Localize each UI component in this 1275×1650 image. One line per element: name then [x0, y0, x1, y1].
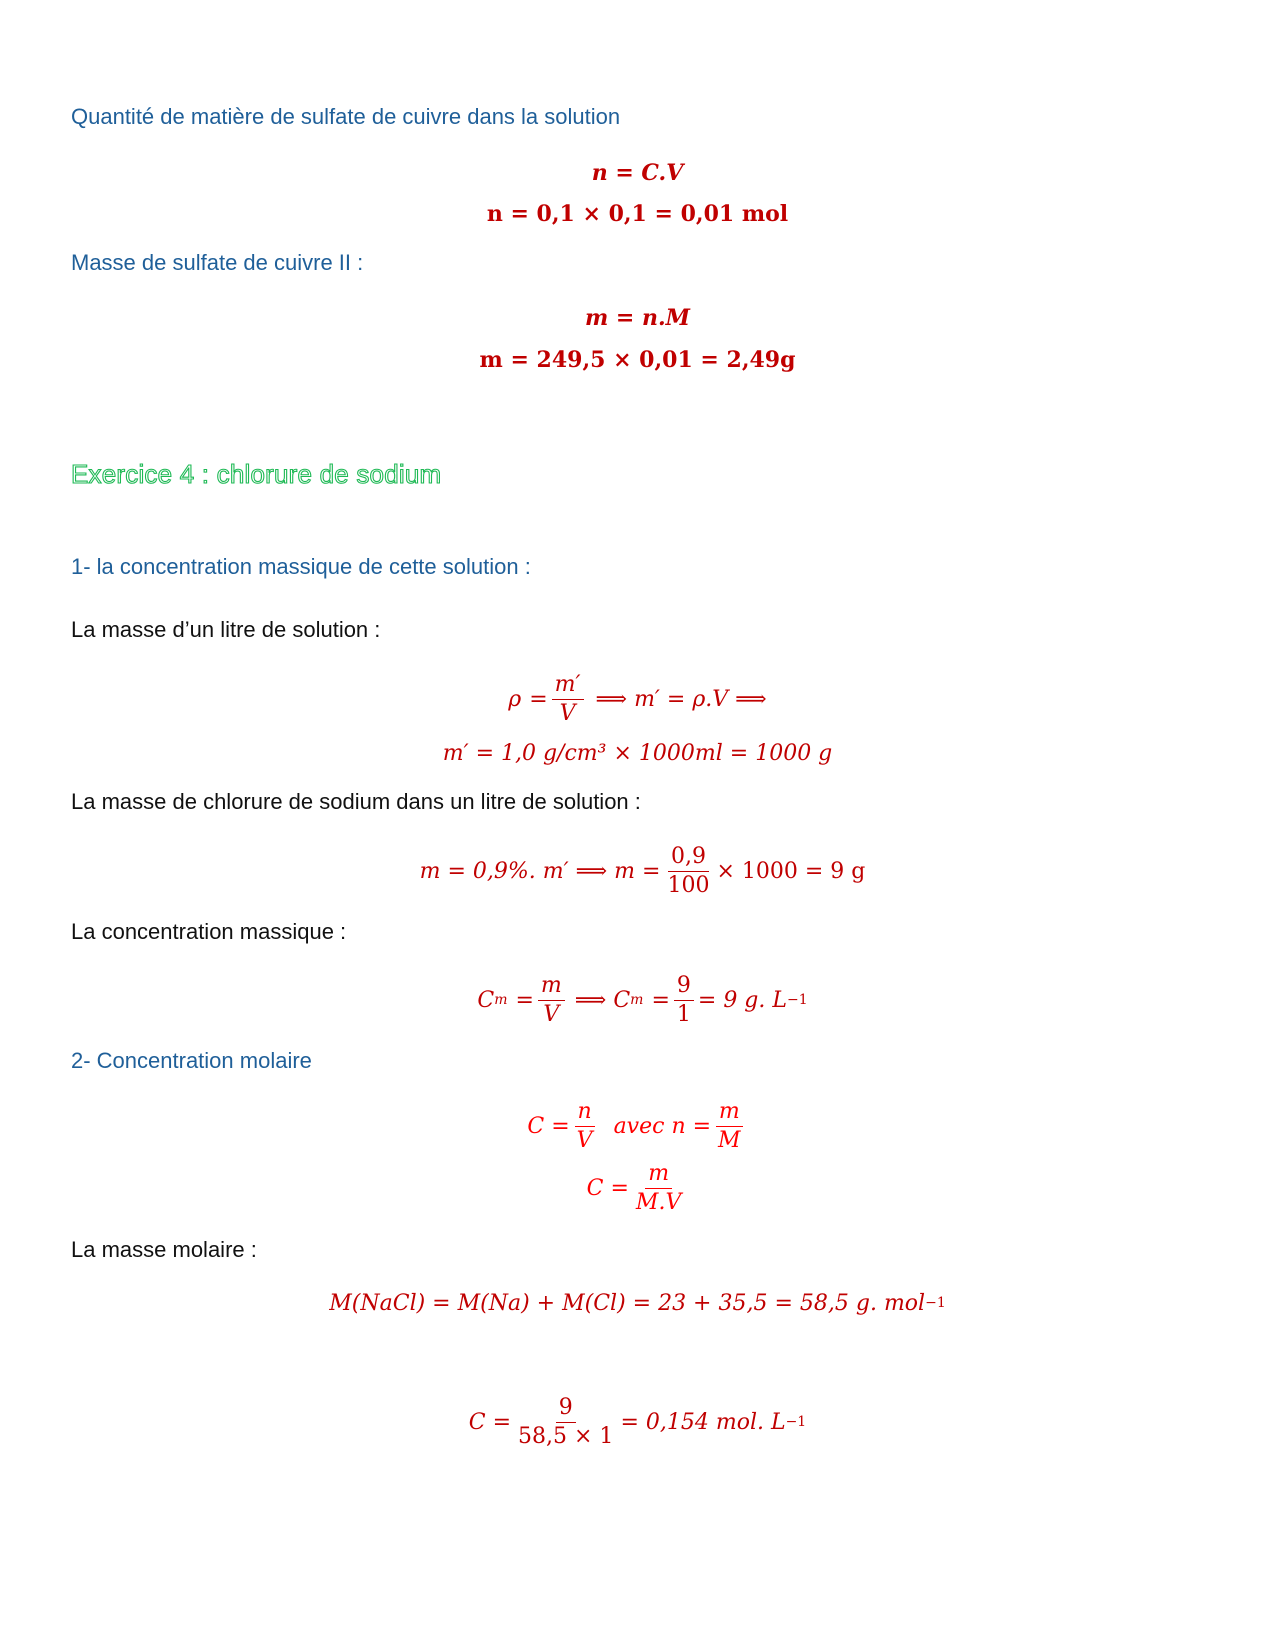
copper-quantity-label: Quantité de matière de sulfate de cuivre dans la solution — [71, 104, 621, 129]
equation-text: = — [651, 987, 670, 1013]
equation-text: M(NaCl) = M(Na) + M(Cl) = 23 + 35,5 = 58,5 g. mol — [329, 1290, 926, 1316]
equation-text: ρ — [508, 686, 522, 712]
equation-text: = — [515, 987, 534, 1013]
fraction-denominator: M.V — [635, 1189, 682, 1215]
equation-text: = — [529, 686, 548, 712]
copper-mass-label: Masse de sulfate de cuivre II : — [71, 250, 364, 275]
question-2-label: 2- Concentration molaire — [71, 1048, 312, 1073]
fraction-numerator: m — [538, 973, 565, 1000]
molar-mass-label: La masse molaire : — [71, 1237, 257, 1262]
fraction-numerator: 9 — [556, 1395, 576, 1422]
fraction-denominator: 100 — [667, 872, 710, 898]
equation-molar-mass: M(NaCl) = M(Na) + M(Cl) = 23 + 35,5 = 58,5 g. mol −1 — [329, 1290, 946, 1316]
fraction-numerator: m — [716, 1099, 743, 1126]
fraction-denominator: M — [718, 1127, 741, 1153]
equation-molar-concentration-result: C = $\frac{9}{58,5 \times 1}$ = 0,154 mol. L −1 — [468, 1395, 807, 1449]
fraction-numerator: 0,9 — [668, 844, 709, 871]
fraction-numerator: n — [575, 1099, 595, 1126]
equation-n-formula — [0, 158, 1275, 188]
mass-concentration-label: La concentration massique : — [71, 919, 347, 944]
exercise-4-heading: Exercice 4 : chlorure de sodium — [71, 459, 442, 489]
equation-text: m = 0,9%. m′ ⟹ m = — [419, 858, 661, 884]
equation-m-formula — [0, 303, 1275, 333]
fraction-numerator: 9 — [674, 973, 694, 1000]
fraction — [633, 1161, 684, 1215]
question-1-label: 1- la concentration massique de cette solution : — [71, 554, 531, 579]
fraction — [552, 672, 584, 726]
fraction — [664, 844, 712, 898]
liter-mass-label: La masse d’un litre de solution : — [71, 617, 381, 642]
equation-text: C = — [586, 1175, 629, 1201]
fraction — [515, 1395, 616, 1449]
fraction — [715, 1099, 744, 1153]
equation-text: ⟹ m′ = ρ.V ⟹ — [595, 686, 767, 712]
equation-text: × 1000 = 9 g — [716, 858, 866, 884]
fraction-denominator: 1 — [676, 1001, 691, 1027]
equation-text: avec n = — [613, 1113, 712, 1139]
equation-text: = 9 g. L — [697, 987, 787, 1013]
nacl-mass-label: La masse de chlorure de sodium dans un litre de solution : — [71, 789, 641, 814]
fraction-numerator: m — [645, 1161, 672, 1188]
equation-text: C = — [468, 1409, 512, 1435]
equation-text: = 0,154 mol. L — [620, 1409, 786, 1435]
equation-molar-concentration-combined — [0, 1158, 1275, 1218]
equation-text: ⟹ C — [574, 987, 631, 1013]
equation-text: n = C.V — [591, 160, 684, 186]
fraction-denominator: V — [543, 1001, 560, 1027]
equation-text: C — [477, 987, 495, 1013]
equation-nacl-mass — [0, 840, 1275, 902]
equation-text: m′ = 1,0 g/cm³ × 1000ml = 1000 g — [442, 740, 833, 766]
fraction-numerator: m′ — [552, 672, 584, 699]
fraction-denominator: V — [576, 1127, 593, 1153]
equation-molar-concentration-def — [0, 1096, 1275, 1156]
equation-mprime — [0, 738, 1275, 768]
equation-mass-concentration: C m = $\frac{m}{V}$ ⟹ C m = $\frac{9}{1}$ = 9 g. L −1 — [477, 973, 808, 1027]
equation-m-calc — [0, 345, 1275, 375]
fraction — [538, 973, 565, 1027]
equation-text: m = n.M — [584, 305, 691, 331]
fraction — [574, 1099, 596, 1153]
equation-text: n = 0,1 × 0,1 = 0,01 mol — [486, 201, 789, 227]
equation-text: C = — [527, 1113, 570, 1139]
equation-text: m = 249,5 × 0,01 = 2,49g — [479, 347, 796, 373]
fraction-denominator: 58,5 × 1 — [518, 1423, 614, 1449]
equation-n-calc — [0, 199, 1275, 229]
fraction — [674, 973, 694, 1027]
equation-density — [0, 668, 1275, 730]
fraction-denominator: V — [559, 700, 576, 726]
